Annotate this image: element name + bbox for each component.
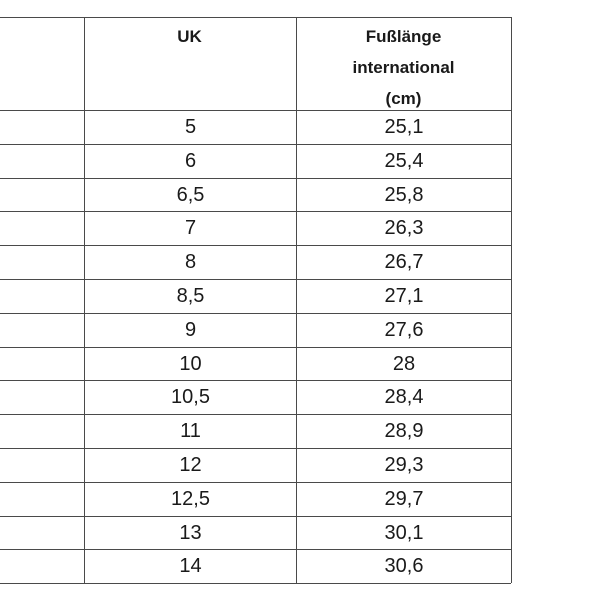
- row-label-cell: [0, 111, 83, 144]
- header-cell-left-empty: [0, 18, 83, 110]
- row-label-cell: [0, 348, 83, 380]
- row-label-cell: [0, 449, 83, 482]
- row-label-cell: [0, 483, 83, 516]
- foot-length-cell: 28: [392, 352, 416, 375]
- row-label-cell: [0, 415, 83, 448]
- uk-size-cell: 8: [184, 251, 197, 273]
- foot-length-cell: 28,9: [384, 420, 424, 442]
- foot-length-cell: 29,3: [384, 454, 424, 476]
- row-label-cell: [0, 179, 83, 211]
- uk-size-cell: 9: [184, 319, 197, 341]
- header-foot-length-line1: Fußlänge: [365, 27, 442, 46]
- header-foot-length-line3: (cm): [385, 89, 422, 108]
- row-label-cell: [0, 550, 83, 583]
- table-horizontal-rule: [0, 583, 511, 584]
- uk-size-cell: 12,5: [171, 488, 210, 510]
- row-label-cell: [0, 314, 83, 347]
- foot-length-cell: 27,1: [384, 285, 424, 307]
- foot-length-cell: 30,6: [384, 555, 424, 577]
- foot-length-cell: 25,8: [384, 183, 424, 206]
- row-label-cell: [0, 246, 83, 279]
- uk-size-cell: 14: [179, 555, 202, 577]
- uk-size-cell: 5: [184, 116, 197, 138]
- foot-length-cell: 29,7: [384, 488, 424, 510]
- uk-size-cell: 6: [184, 150, 197, 172]
- uk-size-cell: 7: [184, 217, 197, 239]
- header-foot-length: [296, 18, 511, 110]
- uk-size-cell: 6,5: [176, 183, 205, 206]
- uk-size-cell: 11: [180, 420, 201, 442]
- row-label-cell: [0, 145, 83, 178]
- foot-length-cell: 27,6: [384, 319, 424, 341]
- page-margin: [512, 0, 600, 600]
- row-label-cell: [0, 280, 83, 313]
- uk-size-cell: 10: [179, 352, 202, 375]
- uk-size-cell: 12: [179, 454, 202, 476]
- uk-size-cell: 8,5: [176, 285, 205, 307]
- foot-length-cell: 26,3: [384, 217, 424, 239]
- header-foot-length-line2: international: [352, 58, 455, 77]
- foot-length-cell: 26,7: [384, 251, 424, 273]
- row-label-cell: [0, 212, 83, 245]
- header-uk: [84, 18, 295, 110]
- foot-length-cell: 30,1: [384, 521, 424, 544]
- uk-size-cell: 10,5: [171, 386, 210, 408]
- foot-length-cell: 25,1: [384, 116, 424, 138]
- uk-size-cell: 13: [179, 521, 202, 544]
- foot-length-cell: 28,4: [384, 386, 424, 408]
- foot-length-cell: 25,4: [384, 150, 424, 172]
- header-uk-label: UK: [177, 27, 202, 46]
- row-label-cell: [0, 381, 83, 414]
- row-label-cell: [0, 517, 83, 549]
